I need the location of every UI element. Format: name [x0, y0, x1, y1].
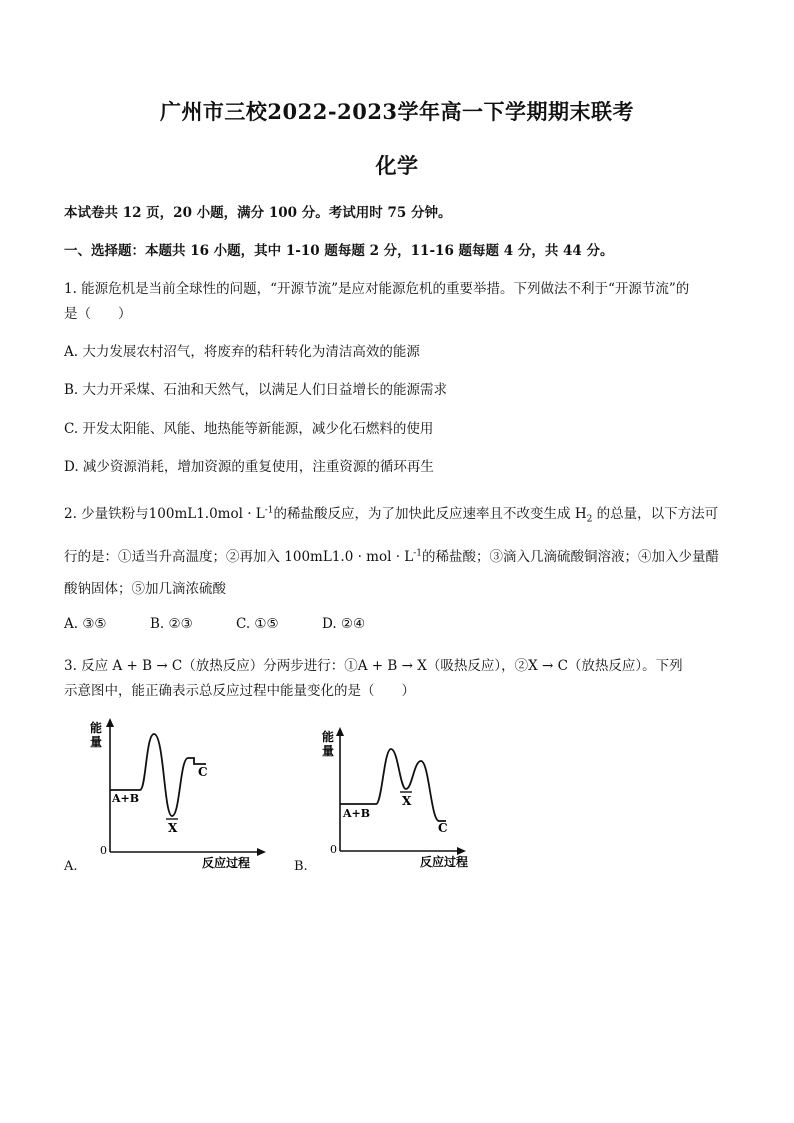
q1-option-b: B. 大力开采煤、石油和天然气，以满足人们日益增长的能源需求 [64, 382, 448, 398]
q2-line1-sup: -1 [264, 505, 274, 516]
q2-stem-line1 [64, 502, 734, 525]
fig-b-xlabel: 反应过程 [420, 855, 469, 869]
q2-options [64, 616, 734, 632]
fig-b-origin: 0 [330, 843, 337, 856]
q1-option-c: C. 开发太阳能、风能、地热能等新能源，减少化石燃料的使用 [64, 421, 434, 437]
fig-b-y-arrow [336, 727, 344, 736]
fig-a-y-arrow [106, 718, 114, 727]
subject-title: 化学 [375, 153, 419, 178]
fig-a-option-label: A. [64, 859, 78, 874]
q2-line1-text-c: 的总量，以下方法可 [592, 506, 719, 522]
exam-title: 广州市三校2022-2023学年高一下学期期末联考 [159, 99, 635, 124]
q1-option-a: A. 大力发展农村沼气，将废弃的秸秆转化为清洁高效的能源 [64, 344, 420, 360]
fig-a-label-x: X [168, 821, 178, 835]
q2-line1-text-b: 的稀盐酸反应，为了加快此反应速率且不改变生成 H [273, 506, 587, 522]
fig-a-xlabel: 反应过程 [202, 856, 251, 870]
fig-b-label-x: X [402, 794, 412, 808]
fig-a-ylabel-2: 量 [90, 735, 103, 749]
q2-line2-text-a: 行的是：①适当升高温度；②再加入 100mL1.0 · mol · L [64, 549, 414, 565]
q2-line1-text-a: 2. 少量铁粉与100mL1.0mol · L [64, 506, 265, 522]
q2-option-c: C. ①⑤ [236, 616, 279, 632]
q3-stem-line2: 示意图中，能正确表示总反应过程中能量变化的是（ ） [64, 683, 415, 699]
q2-option-a: A. ③⑤ [64, 616, 107, 632]
fig-b-label-c: C [438, 821, 448, 835]
section-heading: 一、选择题：本题共 16 小题，其中 1-10 题每题 2 分，11-16 题每题 4 分，共 44 分。 [64, 243, 614, 259]
fig-b-label-ab: A+B [343, 807, 371, 820]
fig-a-label-ab: A+B [112, 792, 140, 805]
q2-option-d: D. ②④ [322, 616, 366, 632]
fig-b-option-label: B. [294, 859, 308, 874]
fig-a-origin: 0 [100, 844, 107, 857]
q1-stem-line1: 1. 能源危机是当前全球性的问题，“开源节流”是应对能源危机的重要举措。下列做法不利于“开源节流”的 [64, 281, 690, 297]
q2-option-b: B. ②③ [150, 616, 193, 632]
fig-b-x-arrow [457, 847, 466, 855]
fig-a-label-c: C [198, 765, 208, 779]
q3-stem-line1: 3. 反应 A + B → C（放热反应）分两步进行：①A + B → X（吸热反应），②X → C（放热反应）。下列 [64, 658, 683, 674]
fig-b-ylabel-2: 量 [322, 744, 335, 758]
energy-diagram-b [316, 725, 506, 875]
q1-stem-line2: 是（ ） [64, 306, 132, 322]
q2-stem-line2 [64, 545, 734, 565]
energy-diagram-a [84, 716, 274, 876]
fig-b-ylabel-1: 能 [322, 730, 335, 744]
fig-a-x-arrow [257, 848, 266, 856]
exam-intro: 本试卷共 12 页，20 小题，满分 100 分。考试用时 75 分钟。 [64, 205, 452, 221]
q2-line2-text-b: 的稀盐酸；③滴入几滴硫酸铜溶液；④加入少量醋 [422, 549, 720, 565]
q2-line1-sub: 2 [586, 514, 593, 525]
q2-stem-line3: 酸钠固体；⑤加几滴浓硫酸 [64, 581, 226, 597]
q2-line2-sup: -1 [413, 548, 423, 559]
q1-option-d: D. 减少资源消耗，增加资源的重复使用，注重资源的循环再生 [64, 459, 434, 475]
fig-a-ylabel-1: 能 [90, 721, 103, 735]
